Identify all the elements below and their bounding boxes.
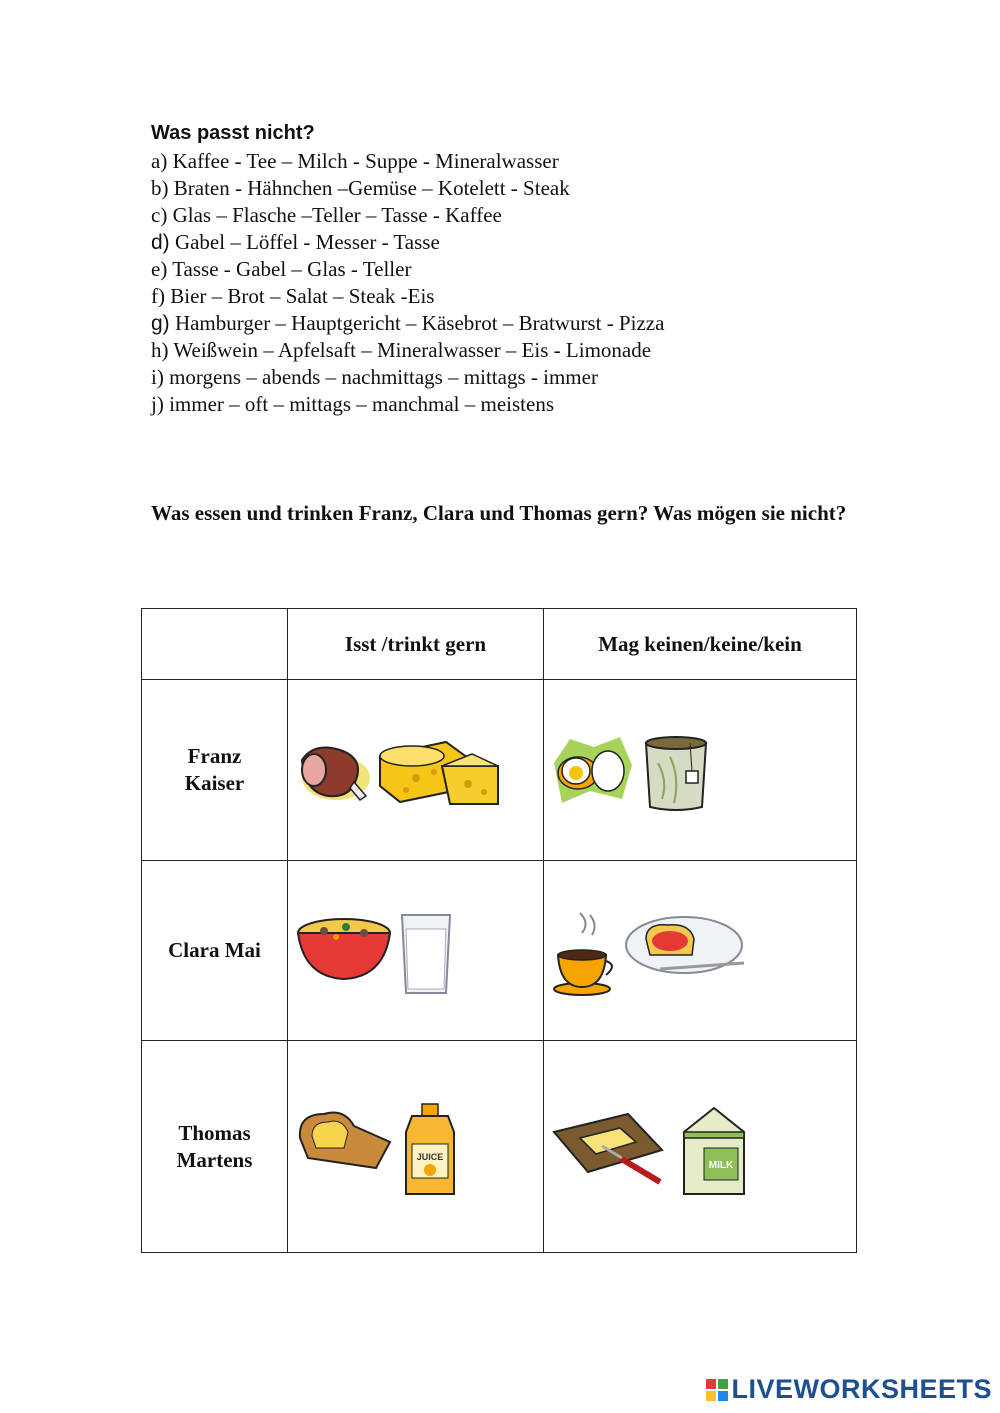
cheese-icon [376,736,502,810]
orange-juice-bottle-icon [402,1102,458,1198]
person-name-line2: Kaiser [184,771,245,795]
juice-label: JUICE [416,1151,444,1162]
item-letter: j) [151,392,164,416]
butter-board-icon [550,1102,670,1188]
item-text: immer – oft – mittags – manchmal – meistens [163,392,555,416]
food-preferences-table [141,608,857,1253]
table-corner-cell [142,609,288,680]
item-text: Braten - Hähnchen –Gemüse – Kotelett - Steak [168,176,570,200]
item-letter: b) [151,176,169,200]
logo-block-yellow [706,1391,716,1401]
item-letter: c) [151,203,168,227]
item-text: morgens – abends – nachmittags – mittags - immer [163,365,598,389]
item-text: Hamburger – Hauptgericht – Käsebrot – Bratwurst - Pizza [169,311,665,335]
item-letter: h) [151,338,169,362]
tea-mug-icon [640,733,712,813]
coffee-cup-icon [550,909,620,999]
logo-mark-icon [706,1379,728,1401]
logo-block-blue [718,1391,728,1401]
person-name-line1: Thomas [178,1120,251,1145]
liveworksheets-logo [706,1374,992,1405]
item-text: Bier – Brot – Salat – Steak -Eis [165,284,435,308]
dislikes-cell [544,680,857,861]
item-text: Weißwein – Apfelsaft – Mineralwasser – Eis - Limonade [168,338,652,362]
milk-label: MILK [708,1159,734,1171]
exercise-title-2: Was essen und trinken Franz, Clara und Thomas gern? Was mögen sie nicht? [151,501,847,525]
list-item-j [151,391,664,418]
list-item-d [151,229,664,256]
logo-block-green [718,1379,728,1389]
table-header-row [142,609,857,680]
table-row-clara [142,861,857,1041]
person-name-cell [142,861,288,1041]
list-item-h [151,337,664,364]
milk-carton-icon [674,1102,754,1198]
list-item-f [151,283,664,310]
person-name-line1: Clara Mai [168,938,261,962]
column-header-likes: Isst /trinkt gern [288,609,544,680]
person-name-line2: Martens [176,1147,253,1172]
table-row-thomas [142,1041,857,1253]
item-letter: g) [151,312,170,335]
item-text: Glas – Flasche –Teller – Tasse - Kaffee [167,203,502,227]
list-item-c [151,202,664,229]
ham-icon [294,736,372,808]
person-name-cell [142,1041,288,1253]
item-letter: a) [151,149,168,173]
list-item-b [151,175,664,202]
person-name-cell [142,680,288,861]
butter-toast-icon [294,1102,398,1172]
person-name-line1: Franz [187,744,242,768]
table-row-franz [142,680,857,861]
item-text: Gabel – Löffel - Messer - Tasse [169,230,440,254]
logo-text: LIVEWORKSHEETS [731,1374,992,1404]
item-letter: f) [151,284,165,308]
item-letter: e) [151,257,168,281]
likes-cell [288,680,544,861]
cereal-bowl-icon [294,911,394,987]
boiled-egg-icon [550,733,636,809]
list-item-i [151,364,664,391]
item-text: Kaffee - Tee – Milch - Suppe - Mineralwasser [167,149,559,173]
item-letter: d) [151,231,170,254]
list-item-a [151,148,664,175]
list-item-g [151,310,664,337]
likes-cell [288,861,544,1041]
likes-cell [288,1041,544,1253]
milk-glass-icon [398,911,454,997]
logo-block-red [706,1379,716,1389]
item-letter: i) [151,365,164,389]
exercise-odd-one-out [151,120,664,418]
item-text: Tasse - Gabel – Glas - Teller [167,257,412,281]
jam-toast-icon [624,909,748,979]
exercise-title: Was passt nicht? [151,122,315,144]
column-header-dislikes: Mag keinen/keine/kein [544,609,857,680]
dislikes-cell [544,861,857,1041]
list-item-e [151,256,664,283]
dislikes-cell [544,1041,857,1253]
